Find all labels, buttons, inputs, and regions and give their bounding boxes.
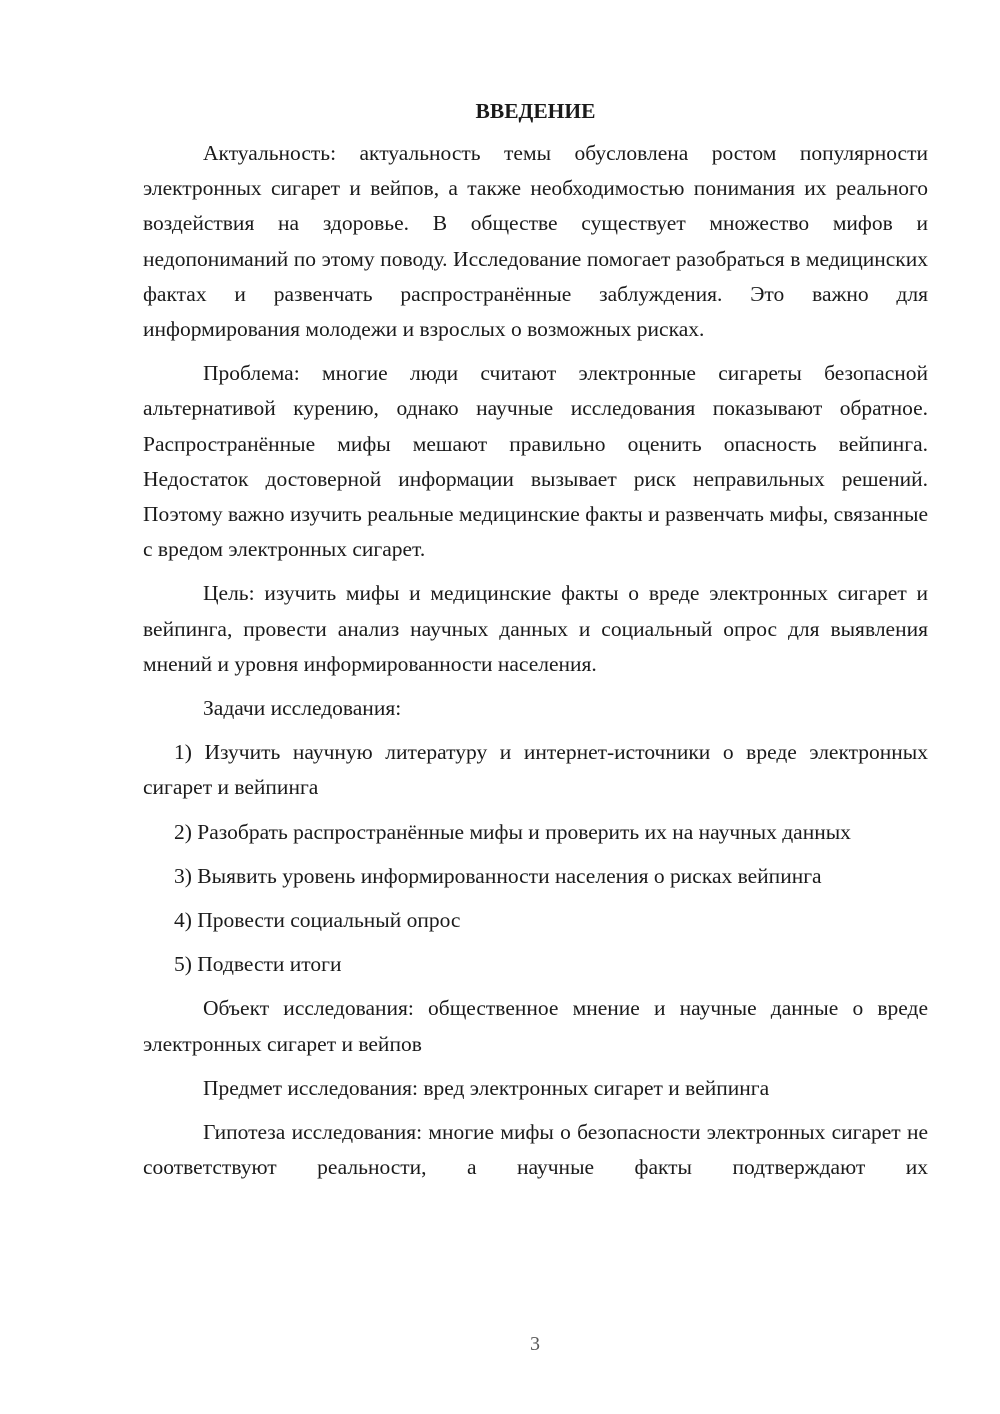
paragraph-relevance: Актуальность: актуальность темы обусловлена ростом популярности электронных сигарет и вейпов, а также необходимостью понимания их реального воздействия на здоровье. В обществе существует множество мифов и недопониманий по этому поводу. Исследование помогает разобраться в медицинских фактах и развенчать распространённые заблуждения. Это важно для информирования молодежи и взрослых о возможных рисках. [143, 141, 928, 342]
task-item-2: 2) Разобрать распространённые мифы и проверить их на научных данных [174, 819, 851, 844]
page-content [143, 96, 928, 1194]
tasks-heading: Задачи исследования: [203, 696, 402, 721]
page-number: 3 [530, 1333, 540, 1355]
paragraph-goal: Цель: изучить мифы и медицинские факты о вреде электронных сигарет и вейпинга, провести анализ научных данных и социальный опрос для выявления мнений и уровня информированности населения. [143, 581, 928, 676]
section-title: ВВЕДЕНИЕ [475, 99, 596, 123]
paragraph-problem: Проблема: многие люди считают электронные сигареты безопасной альтернативой курению, однако научные исследования показывают обратное. Распространённые мифы мешают правильно оценить опасность вейпинга. Недостаток достоверной информации вызывает риск неправильных решений. Поэтому важно изучить реальные медицинские факты и развенчать мифы, связанные с вредом электронных сигарет. [143, 361, 928, 562]
task-item-3: 3) Выявить уровень информированности населения о рисках вейпинга [174, 863, 822, 888]
paragraph-hypothesis: Гипотеза исследования: многие мифы о безопасности электронных сигарет не соответствуют реальности, а научные факты подтверждают их [143, 1120, 928, 1180]
task-item-1: 1) Изучить научную литературу и интернет-источники о вреде электронных сигарет и вейпинга [143, 740, 928, 800]
paragraph-object: Объект исследования: общественное мнение и научные данные о вреде электронных сигарет и вейпов [143, 996, 928, 1056]
paragraph-subject: Предмет исследования: вред электронных сигарет и вейпинга [203, 1075, 770, 1100]
task-item-5: 5) Подвести итоги [174, 952, 342, 977]
task-item-4: 4) Провести социальный опрос [174, 908, 461, 933]
